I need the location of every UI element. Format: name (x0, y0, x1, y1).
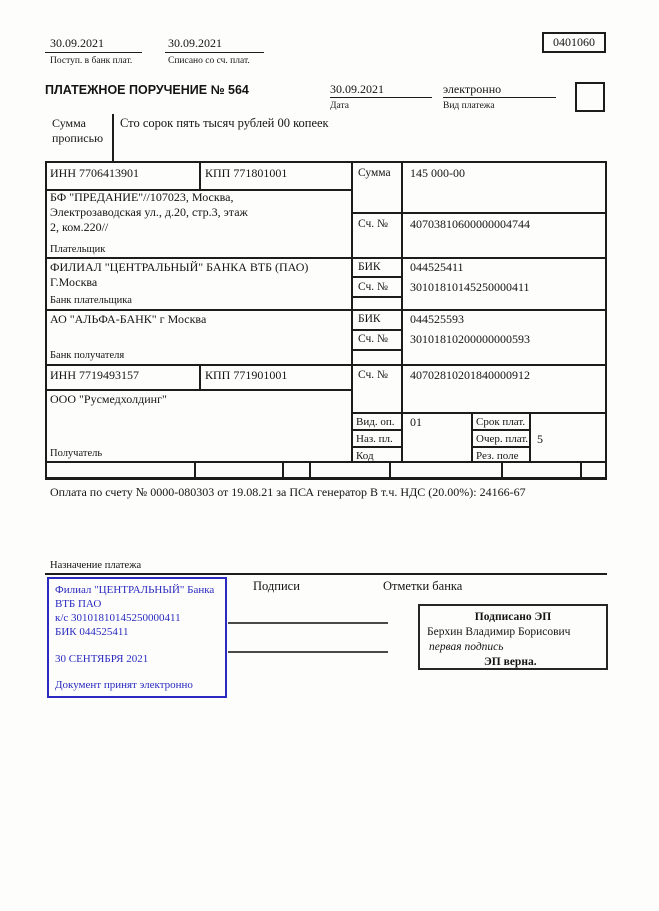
divider (199, 364, 201, 391)
term-label: Срок плат. (476, 416, 526, 428)
document-title: ПЛАТЕЖНОЕ ПОРУЧЕНИЕ № 564 (45, 83, 249, 97)
received-date-value: 30.09.2021 (50, 36, 104, 50)
divider (45, 309, 607, 311)
sum-value: 145 000-00 (410, 166, 465, 180)
payee-bank-bik-value: 044525593 (410, 312, 464, 326)
document-date-label: Дата (330, 101, 349, 111)
divider (194, 461, 196, 479)
sum-label: Сумма (358, 167, 391, 179)
status-checkbox (575, 82, 605, 112)
payer-name-line: БФ "ПРЕДАНИЕ"//107023, Москва, (50, 190, 234, 204)
divider (309, 461, 311, 479)
divider (45, 364, 607, 366)
esign-box (418, 604, 608, 670)
divider (199, 161, 201, 191)
payer-inn: ИНН 7706413901 (50, 166, 139, 180)
divider (351, 446, 403, 448)
payment-purpose-label: Назначение платежа (50, 560, 142, 571)
signature-line-1 (228, 622, 388, 624)
divider (45, 573, 607, 575)
payee-bank-name: АО "АЛЬФА-БАНК" г Москва (50, 312, 207, 326)
divider (389, 461, 391, 479)
code-label: Код (356, 450, 374, 462)
stamp-bank-name: Филиал "ЦЕНТРАЛЬНЫЙ" Банка ВТБ ПАО (55, 584, 215, 610)
divider (330, 97, 432, 98)
payee-account-label: Сч. № (358, 369, 389, 381)
payer-bank-bik-value: 044525411 (410, 260, 464, 274)
divider (443, 97, 556, 98)
bank-stamp (47, 577, 227, 698)
payer-bank-label: Банк плательщика (50, 295, 132, 306)
payee-bank-account-label: Сч. № (358, 333, 389, 345)
payee-bank-account-value: 30101810200000000593 (410, 332, 530, 346)
divider (351, 349, 403, 351)
divider (401, 161, 403, 463)
payer-label: Плательщик (50, 244, 106, 255)
divider (351, 329, 403, 331)
divider (580, 461, 582, 479)
purpose-code-label: Наз. пл. (356, 433, 393, 445)
divider (112, 114, 114, 162)
debited-date-label: Списано со сч. плат. (168, 56, 250, 66)
form-code-box: 0401060 (542, 32, 606, 53)
payer-bank-bik-label: БИК (358, 261, 381, 273)
payer-bank-account-value: 30101810145250000411 (410, 280, 530, 294)
divider (351, 276, 403, 278)
amount-words-value: Сто сорок пять тысяч рублей 00 копеек (120, 116, 329, 130)
payee-account-value: 40702810201840000912 (410, 368, 530, 382)
divider (351, 212, 607, 214)
bank-marks-label: Отметки банка (383, 579, 463, 593)
document-date-value: 30.09.2021 (330, 82, 384, 96)
divider (45, 477, 607, 480)
payer-account-value: 40703810600000004744 (410, 217, 530, 231)
payee-bank-bik-label: БИК (358, 313, 381, 325)
divider (165, 52, 264, 53)
amount-words-label: Сумма прописью (52, 116, 104, 145)
divider (351, 412, 607, 414)
op-kind-label: Вид. оп. (356, 416, 395, 428)
payee-kpp: КПП 771901001 (205, 368, 288, 382)
payer-name-line: Электрозаводская ул., д.20, стр.3, этаж (50, 205, 248, 219)
reserve-label: Рез. поле (476, 450, 519, 462)
payee-inn: ИНН 7719493157 (50, 368, 139, 382)
divider (45, 52, 142, 53)
esign-title: Подписано ЭП (474, 611, 552, 623)
divider (351, 429, 403, 431)
payee-label: Получатель (50, 448, 103, 459)
divider (471, 446, 531, 448)
esign-signer-name: Берхин Владимир Борисович (427, 626, 571, 638)
divider (351, 161, 353, 463)
divider (605, 161, 607, 480)
payer-name-line: 2, ком.220// (50, 220, 109, 234)
payer-bank-account-label: Сч. № (358, 281, 389, 293)
priority-value: 5 (537, 432, 543, 446)
debited-date-value: 30.09.2021 (168, 36, 222, 50)
payer-bank-name-line: ФИЛИАЛ "ЦЕНТРАЛЬНЫЙ" БАНКА ВТБ (ПАО) (50, 260, 309, 274)
payer-account-label: Сч. № (358, 218, 389, 230)
divider (529, 412, 531, 463)
divider (471, 429, 531, 431)
payment-kind-label: Вид платежа (443, 101, 495, 111)
esign-signature-type: первая подпись (429, 641, 504, 653)
divider (45, 461, 607, 463)
divider (501, 461, 503, 479)
divider (351, 296, 403, 298)
payment-purpose-text: Оплата по счету № 0000-080303 от 19.08.21 за ПСА генератор В т.ч. НДС (20.00%): 24166-67 (50, 485, 526, 499)
stamp-date: 30 СЕНТЯБРЯ 2021 (55, 653, 149, 665)
stamp-corr-account: к/с 30101810145250000411 (55, 612, 181, 624)
stamp-accepted-note: Документ принят электронно (55, 679, 193, 691)
received-date-label: Поступ. в банк плат. (50, 56, 133, 66)
payment-kind-value: электронно (443, 82, 502, 96)
stamp-spacer (55, 639, 219, 652)
esign-verified-note: ЭП верна. (484, 656, 537, 668)
payee-name: ООО "Русмедхолдинг" (50, 392, 167, 406)
priority-label: Очер. плат. (476, 433, 529, 445)
payer-bank-name-line: Г.Москва (50, 275, 98, 289)
divider (45, 161, 47, 480)
divider (471, 412, 473, 463)
divider (45, 161, 607, 163)
divider (45, 257, 607, 259)
signatures-label: Подписи (253, 579, 300, 593)
signature-line-2 (228, 651, 388, 653)
payee-bank-label: Банк получателя (50, 350, 125, 361)
stamp-bik: БИК 044525411 (55, 626, 129, 638)
divider (282, 461, 284, 479)
payer-kpp: КПП 771801001 (205, 166, 288, 180)
op-kind-value: 01 (410, 415, 422, 429)
